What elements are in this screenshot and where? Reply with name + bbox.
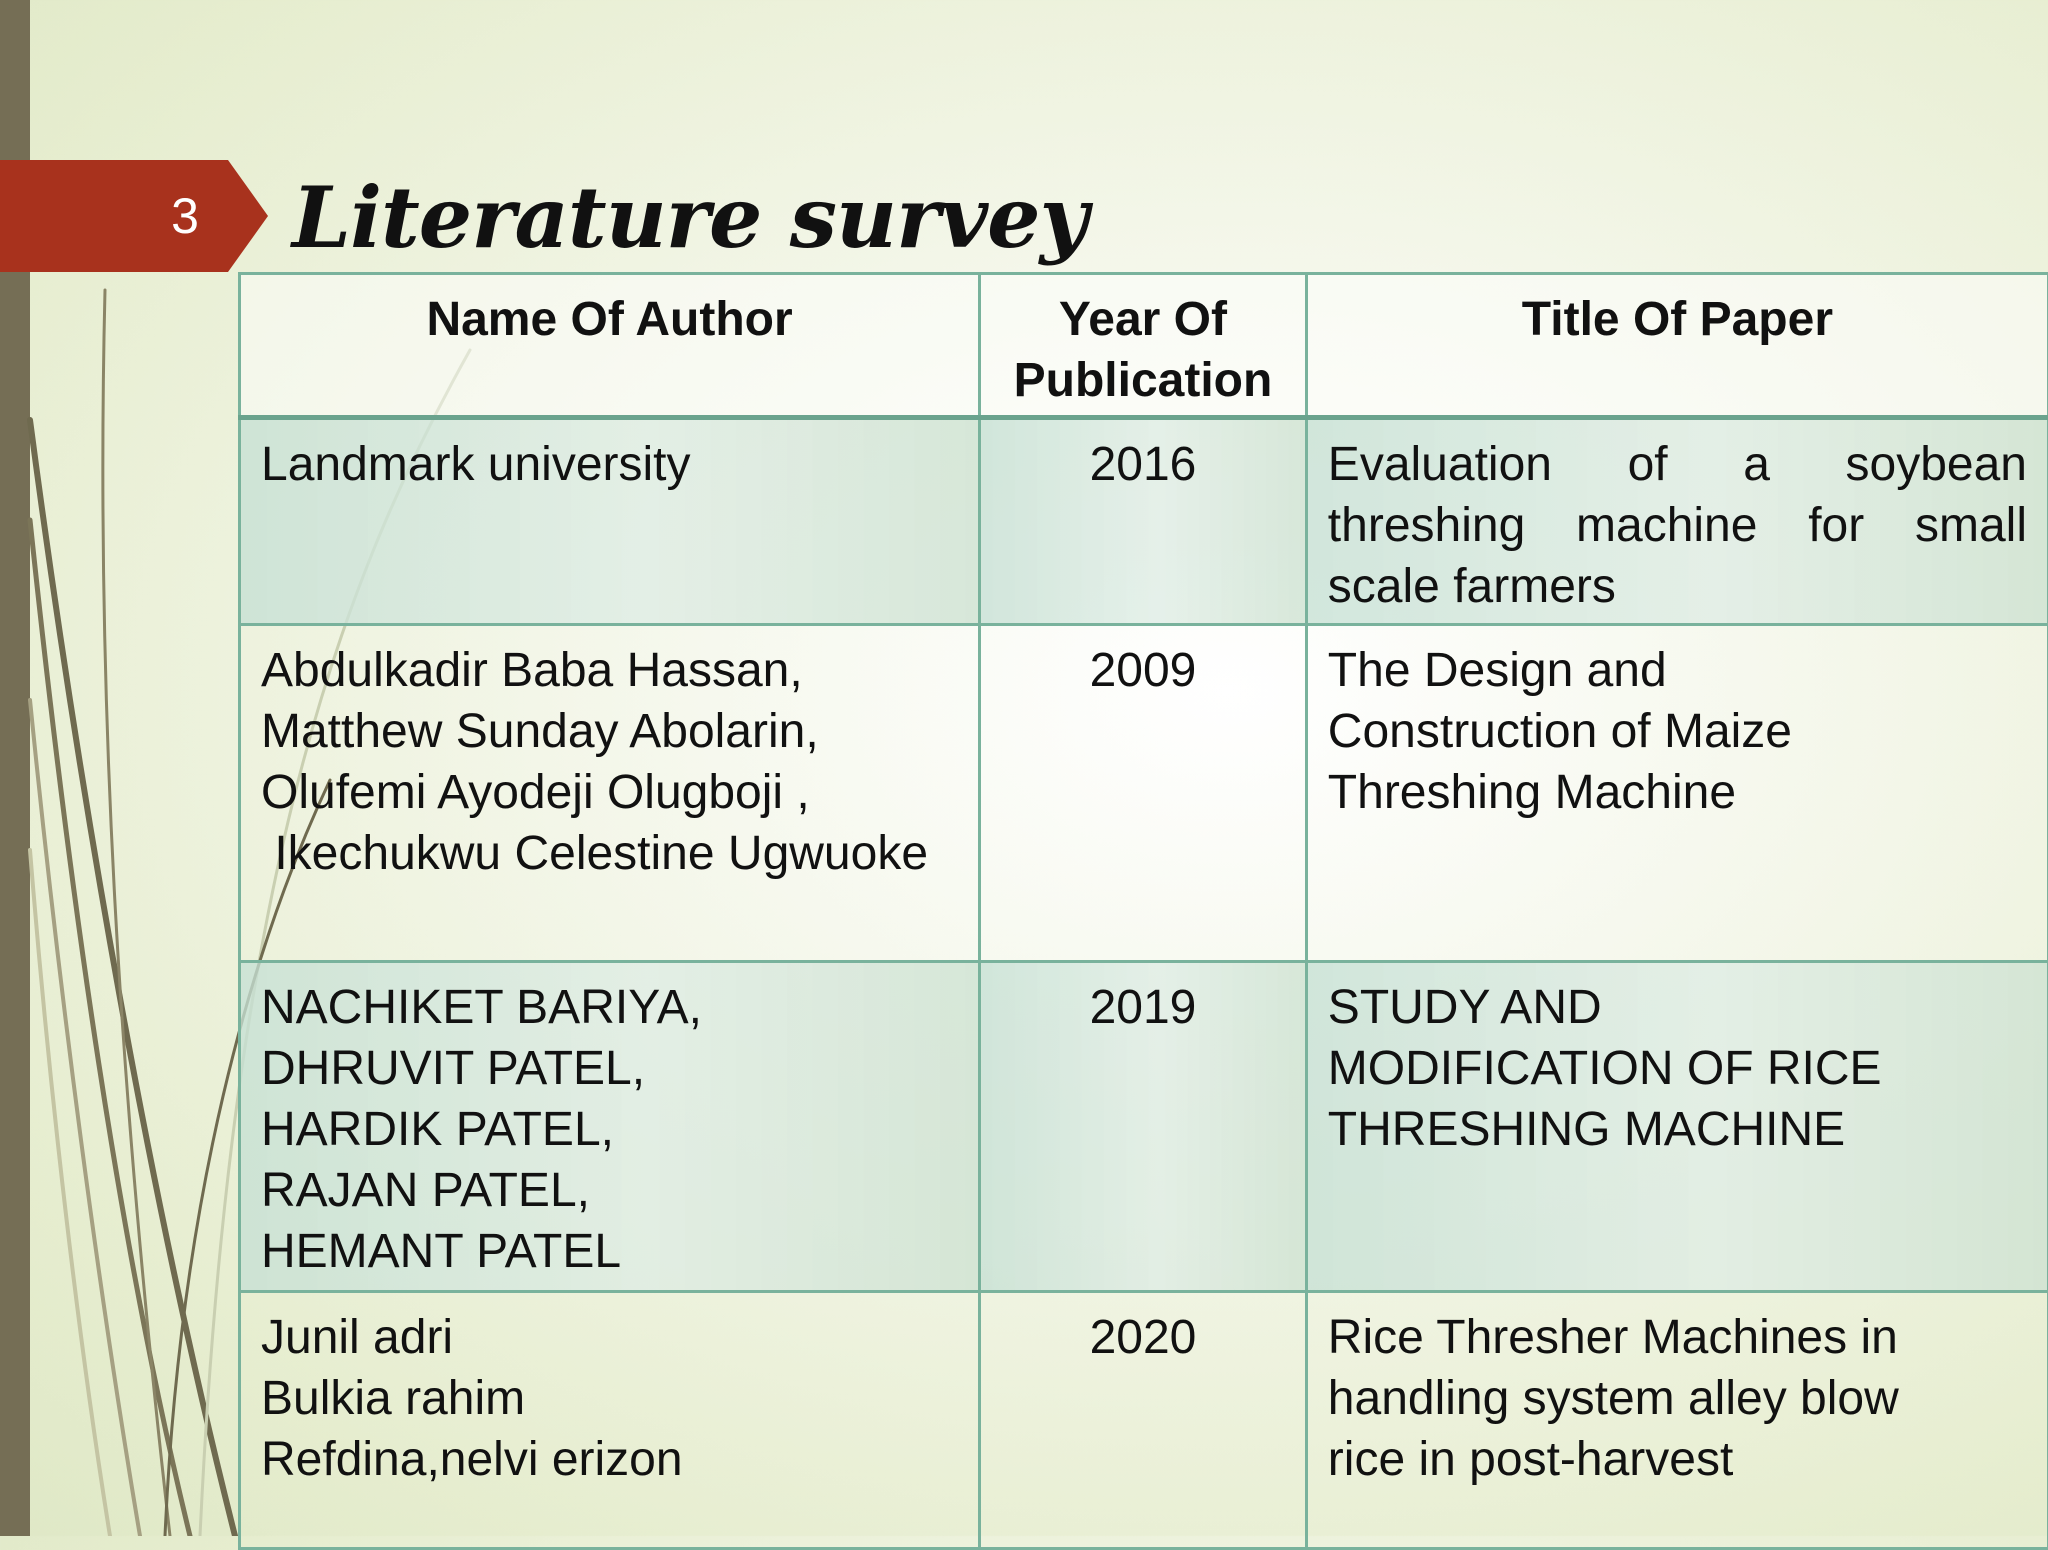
table-row — [240, 418, 2048, 625]
author-line: Ikechukwu Celestine Ugwuoke — [261, 823, 958, 884]
author-line: DHRUVIT PATEL, — [261, 1038, 958, 1099]
author-line: Matthew Sunday Abolarin, — [261, 701, 958, 762]
header-author: Name Of Author — [240, 274, 980, 418]
grass-line — [30, 520, 190, 1536]
title-line: Threshing Machine — [1328, 762, 2027, 823]
header-title: Title Of Paper — [1306, 274, 2048, 418]
literature-table — [238, 272, 2048, 1550]
title-line: MODIFICATION OF RICE — [1328, 1038, 2027, 1099]
author-cell — [240, 625, 980, 962]
author-line: RAJAN PATEL, — [261, 1160, 958, 1221]
title-cell — [1306, 962, 2048, 1292]
title-cell — [1306, 1292, 2048, 1549]
author-line: Olufemi Ayodeji Olugboji , — [261, 762, 958, 823]
author-line: Landmark university — [261, 434, 958, 495]
author-line: HARDIK PATEL, — [261, 1099, 958, 1160]
header-year-label: Year Of Publication — [1013, 289, 1273, 411]
year-cell: 2019 — [980, 962, 1307, 1292]
slide-number: 3 — [130, 188, 240, 244]
author-line: Abdulkadir Baba Hassan, — [261, 640, 958, 701]
table-row — [240, 962, 2048, 1292]
title-line: The Design and — [1328, 640, 2027, 701]
grass-line — [30, 850, 110, 1536]
title-cell — [1306, 625, 2048, 962]
title-line: THRESHING MACHINE — [1328, 1099, 2027, 1160]
year-cell: 2009 — [980, 625, 1307, 962]
table-row — [240, 1292, 2048, 1549]
title-line: handling system alley blow — [1328, 1368, 2027, 1429]
table-row — [240, 625, 2048, 962]
grass-line — [30, 420, 235, 1536]
title-line: rice in post-harvest — [1328, 1429, 2027, 1490]
table-header-row — [240, 274, 2048, 418]
title-line: Rice Thresher Machines in — [1328, 1307, 2027, 1368]
author-line: Junil adri — [261, 1307, 958, 1368]
year-cell: 2020 — [980, 1292, 1307, 1549]
year-cell: 2016 — [980, 418, 1307, 625]
author-line: Bulkia rahim — [261, 1368, 958, 1429]
grass-line — [103, 290, 170, 1536]
author-cell — [240, 418, 980, 625]
page-title: Literature survey — [292, 168, 1087, 268]
author-cell — [240, 962, 980, 1292]
author-line: NACHIKET BARIYA, — [261, 977, 958, 1038]
author-line: HEMANT PATEL — [261, 1221, 958, 1282]
title-line: STUDY AND — [1328, 977, 2027, 1038]
author-line: Refdina,nelvi erizon — [261, 1429, 958, 1490]
title-cell: Evaluation of a soybean threshing machine for small scale farmers — [1306, 418, 2048, 625]
author-cell — [240, 1292, 980, 1549]
header-year — [980, 274, 1307, 418]
grass-line — [30, 700, 140, 1536]
title-line: Construction of Maize — [1328, 701, 2027, 762]
